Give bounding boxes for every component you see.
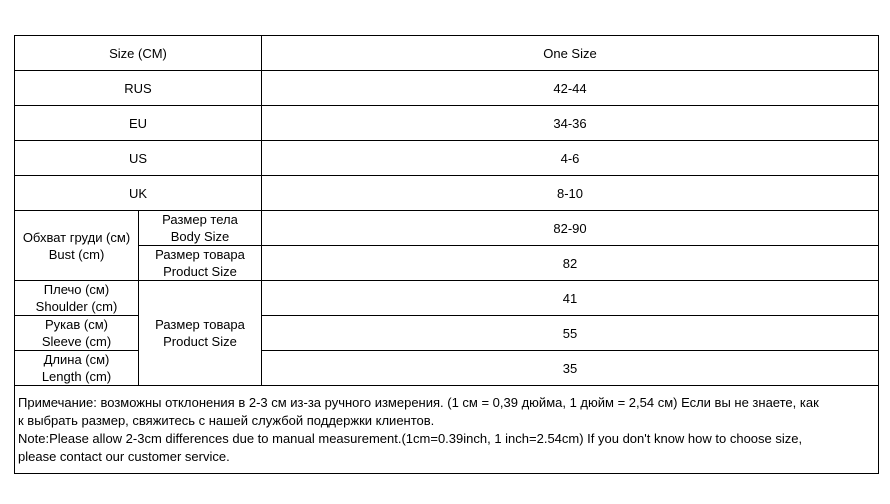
region-value: 4-6 [262, 141, 879, 176]
product-size-label-ru: Размер товара [155, 247, 245, 262]
sleeve-label-ru: Рукав (см) [45, 317, 108, 332]
region-label: EU [15, 106, 262, 141]
body-size-label-en: Body Size [170, 229, 230, 244]
product-size-label-en: Product Size [163, 264, 237, 279]
shoulder-label-cell [15, 281, 139, 316]
body-size-label-cell [139, 211, 262, 246]
bust-product-size-label-cell [139, 246, 262, 281]
bust-product-size-value: 82 [262, 246, 879, 281]
bust-label-cell [15, 211, 139, 281]
shoulder-label-ru: Плечо (см) [43, 282, 110, 297]
bust-body-size-value: 82-90 [262, 211, 879, 246]
region-row-eu [15, 106, 879, 141]
sleeve-label-cell [15, 316, 139, 351]
measurement-product-size-label-cell [139, 281, 262, 386]
region-row-rus [15, 71, 879, 106]
region-row-us [15, 141, 879, 176]
note-en-line-2: please contact our customer service. [18, 448, 230, 464]
length-label-en: Length (cm) [41, 369, 112, 384]
region-label: RUS [15, 71, 262, 106]
shoulder-row [15, 281, 879, 316]
product-size-label-en: Product Size [163, 334, 237, 349]
measurement-note [15, 386, 879, 474]
size-header-label: Size (CM) [15, 36, 262, 71]
region-row-uk [15, 176, 879, 211]
header-row [15, 36, 879, 71]
body-size-label-ru: Размер тела [162, 212, 238, 227]
bust-label-ru: Обхват груди (см) [22, 229, 131, 245]
size-chart-table [14, 35, 879, 474]
bust-product-size-row [15, 246, 879, 281]
note-ru-line-1: Примечание: возможны отклонения в 2-3 см из-за ручного измерения. (1 см = 0,39 дюйма, 1 дюйм = 2,54 см) Если вы не знаете, как [18, 394, 819, 410]
bust-label-en: Bust (cm) [48, 246, 105, 262]
shoulder-value: 41 [262, 281, 879, 316]
note-row [15, 386, 879, 474]
bust-body-size-row [15, 211, 879, 246]
note-en-line-1: Note:Please allow 2-3cm differences due to manual measurement.(1cm=0.39inch, 1 inch=2.54cm) If you don't know how to choose size, [18, 430, 803, 446]
region-value: 8-10 [262, 176, 879, 211]
product-size-label-ru: Размер товара [155, 317, 245, 332]
region-label: US [15, 141, 262, 176]
sleeve-label-en: Sleeve (cm) [41, 334, 112, 349]
note-ru-line-2: к выбрать размер, свяжитесь с нашей службой поддержки клиентов. [18, 412, 435, 428]
region-value: 42-44 [262, 71, 879, 106]
length-label-cell [15, 351, 139, 386]
region-value: 34-36 [262, 106, 879, 141]
shoulder-label-en: Shoulder (cm) [35, 299, 118, 314]
length-label-ru: Длина (см) [43, 352, 110, 367]
region-label: UK [15, 176, 262, 211]
size-header-value: One Size [262, 36, 879, 71]
length-value: 35 [262, 351, 879, 386]
sleeve-value: 55 [262, 316, 879, 351]
